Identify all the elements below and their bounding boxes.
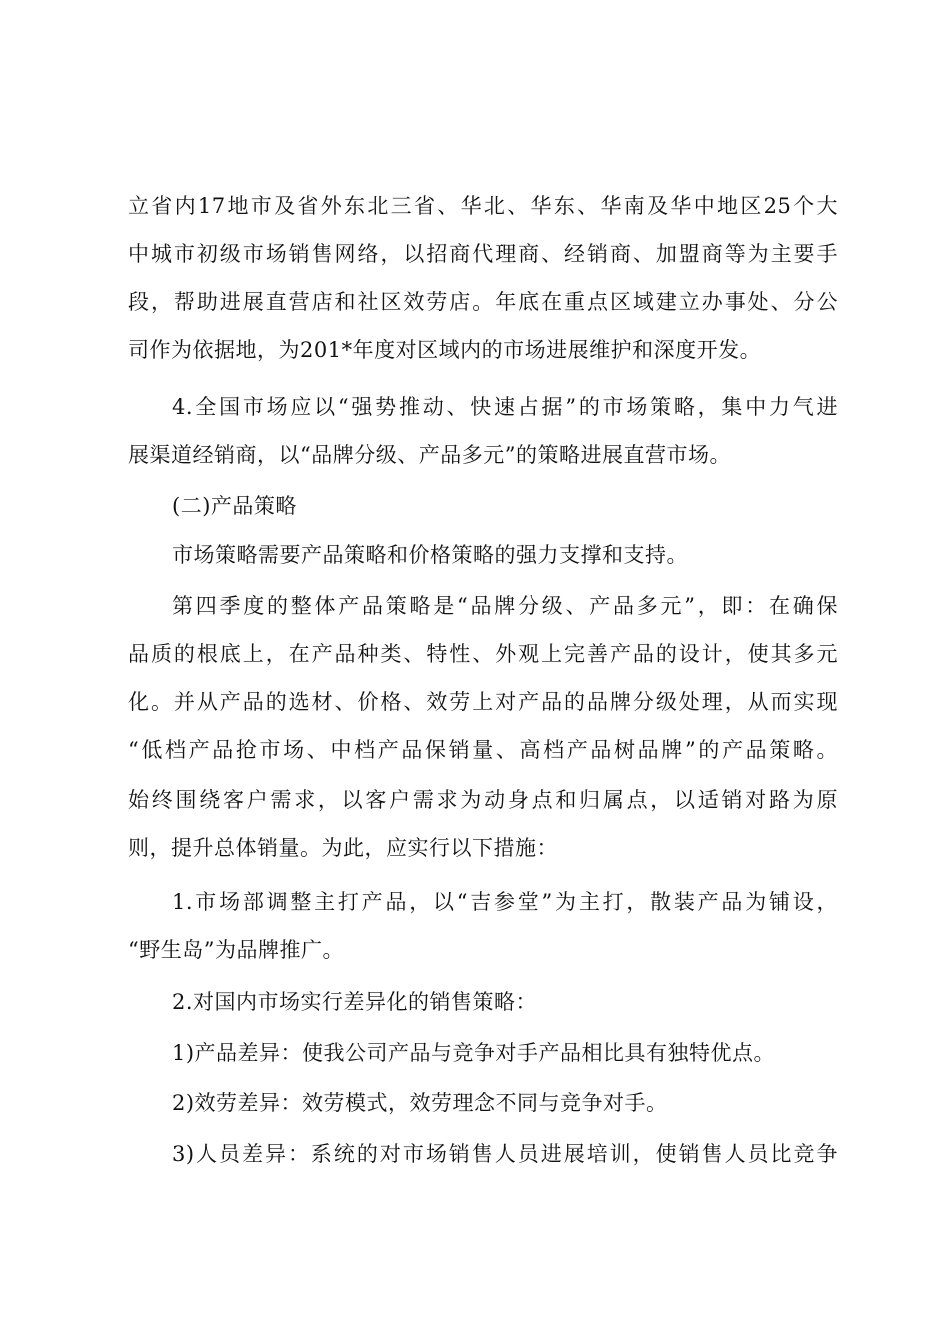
paragraph-line — [0, 782, 950, 818]
text-line-19: 2)效劳差异：效劳模式，效劳理念不同与竞争对手。 — [172, 1091, 668, 1115]
text-line-3: 段，帮助进展直营店和社区效劳店。年底在重点区域建立办事处、分公 — [128, 290, 838, 314]
paragraph-line — [0, 932, 950, 968]
paragraph-line — [0, 389, 950, 425]
paragraph-line — [0, 830, 950, 866]
paragraph-line — [0, 984, 950, 1020]
paragraph-line — [0, 1085, 950, 1121]
text-line-14: 则，提升总体销量。为此，应实行以下措施： — [128, 836, 558, 860]
text-line-4: 司作为依据地，为201*年度对区域内的市场进展维护和深度开发。 — [128, 338, 762, 362]
paragraph-line — [0, 588, 950, 624]
text-line-17: 2.对国内市场实行差异化的销售策略： — [172, 990, 538, 1014]
text-line-9: 第四季度的整体产品策略是“品牌分级、产品多元”，即：在确保 — [172, 594, 838, 618]
text-line-7: (二)产品策略 — [172, 494, 297, 518]
paragraph-line — [0, 188, 950, 224]
text-line-20: 3)人员差异：系统的对市场销售人员进展培训，使销售人员比竞争 — [172, 1142, 838, 1166]
text-line-18: 1)产品差异：使我公司产品与竞争对手产品相比具有独特优点。 — [172, 1041, 776, 1065]
paragraph-line — [0, 732, 950, 768]
text-line-15: 1.市场部调整主打产品，以“吉参堂”为主打，散装产品为铺设， — [172, 890, 838, 914]
text-line-12: “低档产品抢市场、中档产品保销量、高档产品树品牌”的产品策略。 — [128, 738, 838, 762]
text-line-13: 始终围绕客户需求，以客户需求为动身点和归属点，以适销对路为原 — [128, 788, 838, 812]
paragraph-line — [0, 236, 950, 272]
text-line-16: “野生岛”为品牌推广。 — [128, 938, 344, 962]
paragraph-line — [0, 884, 950, 920]
text-line-2: 中城市初级市场销售网络，以招商代理商、经销商、加盟商等为主要手 — [128, 242, 838, 266]
paragraph-line — [0, 437, 950, 473]
section-heading — [0, 488, 950, 524]
paragraph-line — [0, 332, 950, 368]
paragraph-line — [0, 1136, 950, 1172]
paragraph-line — [0, 684, 950, 720]
paragraph-line — [0, 537, 950, 573]
text-line-5: 4.全国市场应以“强势推动、快速占据”的市场策略，集中力气进 — [172, 395, 838, 419]
paragraph-line — [0, 284, 950, 320]
text-line-8: 市场策略需要产品策略和价格策略的强力支撑和支持。 — [172, 543, 688, 567]
text-line-1: 立省内17地市及省外东北三省、华北、华东、华南及华中地区25个大 — [128, 194, 838, 218]
text-line-10: 品质的根底上，在产品种类、特性、外观上完善产品的设计，使其多元 — [128, 642, 838, 666]
paragraph-line — [0, 636, 950, 672]
paragraph-line — [0, 1035, 950, 1071]
text-line-6: 展渠道经销商，以“品牌分级、产品多元”的策略进展直营市场。 — [128, 443, 731, 467]
text-line-11: 化。并从产品的选材、价格、效劳上对产品的品牌分级处理，从而实现 — [128, 690, 838, 714]
